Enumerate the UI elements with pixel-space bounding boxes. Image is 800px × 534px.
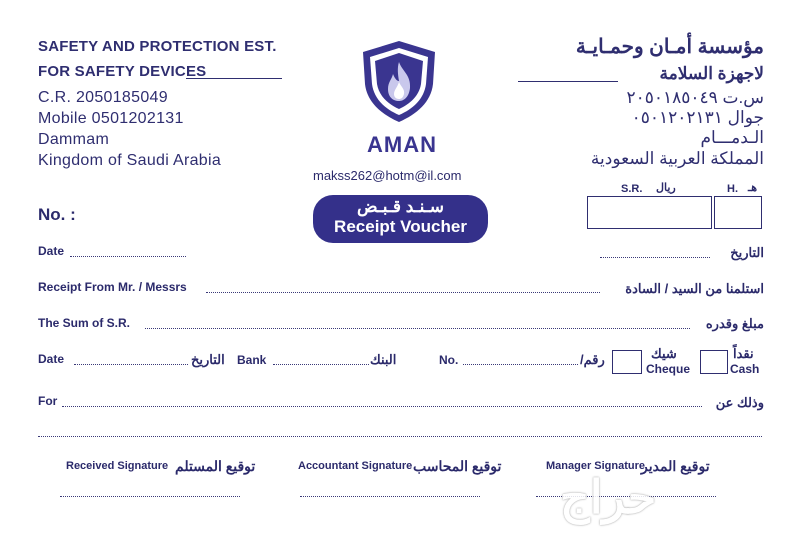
shield-flame-icon	[359, 38, 439, 124]
receipt-from-label-en: Receipt From Mr. / Messrs	[38, 280, 187, 294]
for-label-en: For	[38, 394, 58, 408]
sr-label: S.R.	[621, 183, 643, 195]
voucher-no-label: No. :	[38, 205, 76, 224]
received-signature-en: Received Signature	[66, 460, 169, 472]
for-line-2[interactable]	[38, 436, 762, 437]
city-ar: الـدمـــام	[700, 128, 764, 147]
voucher-title-en: Receipt Voucher	[334, 217, 467, 236]
received-signature-ar: توقيع المستلم	[175, 458, 256, 474]
voucher-title-badge	[313, 195, 488, 243]
manager-signature-ar: توقيع المدير	[641, 458, 710, 474]
company-subtitle-ar: لاجهزة السلامة	[659, 64, 764, 83]
cheque-label-ar: شيك	[651, 346, 677, 361]
bank-line[interactable]	[273, 364, 369, 365]
sum-line[interactable]	[145, 328, 690, 329]
bank-label-en: Bank	[237, 353, 267, 367]
halala-amount-box[interactable]	[714, 196, 762, 229]
accountant-signature-en: Accountant Signature	[298, 460, 413, 472]
date2-line[interactable]	[74, 364, 188, 365]
cheque-label-en: Cheque	[646, 362, 691, 376]
receipt-from-label-ar: استلمنا من السيد / السادة	[625, 281, 764, 296]
country-ar: المملكة العربية السعودية	[590, 149, 764, 168]
received-signature-line[interactable]	[60, 496, 240, 497]
date2-label-ar: التاريخ	[191, 352, 225, 367]
date-line-ar[interactable]	[600, 257, 710, 258]
cash-label-ar: نقداً	[733, 346, 754, 361]
date-label-en: Date	[38, 244, 65, 258]
voucher-title-ar: سـنـد قـبـض	[356, 197, 445, 216]
date-line-en[interactable]	[70, 256, 186, 257]
company-name-ar: مؤسسة أمـان وحمـايـة	[575, 36, 764, 58]
subtitle-underline-ar	[518, 81, 618, 82]
riyal-amount-box[interactable]	[587, 196, 712, 229]
accountant-signature-line[interactable]	[300, 496, 480, 497]
brand-name: AMAN	[367, 132, 437, 157]
mobile-en: Mobile 0501202131	[38, 110, 184, 127]
cr-en: C.R. 2050185049	[38, 89, 168, 106]
country-en: Kingdom of Saudi Arabia	[38, 152, 222, 169]
no-line[interactable]	[463, 364, 578, 365]
date-label-ar: التاريخ	[730, 245, 764, 260]
receipt-from-line[interactable]	[206, 292, 600, 293]
cr-ar: س.ت ٢٠٥٠١٨٥٠٤٩	[626, 88, 764, 107]
date2-label-en: Date	[38, 352, 65, 366]
cheque-checkbox[interactable]	[612, 350, 642, 374]
email: makss262@hotm@il.com	[313, 168, 462, 183]
riyal-label: ريال	[656, 182, 676, 194]
cash-checkbox[interactable]	[700, 350, 728, 374]
bank-label-ar: البنك	[370, 352, 397, 367]
h-label: H.	[727, 183, 738, 195]
subtitle-underline-en	[186, 78, 282, 79]
city-en: Dammam	[38, 131, 110, 148]
sum-label-ar: مبلغ وقدره	[705, 316, 764, 331]
accountant-signature-ar: توقيع المحاسب	[413, 458, 502, 474]
for-line[interactable]	[62, 406, 702, 407]
company-subtitle-en: FOR SAFETY DEVICES	[38, 63, 207, 80]
halala-label: هـ	[748, 182, 758, 194]
no-label-en: No.	[439, 353, 459, 367]
manager-signature-en: Manager Signature	[546, 460, 646, 472]
mobile-ar: جوال ٠٥٠١٢٠٢١٣١	[631, 108, 764, 127]
cash-label-en: Cash	[730, 362, 760, 376]
for-label-ar: وذلك عن	[715, 395, 764, 410]
no-label-ar: رقم/	[580, 352, 605, 367]
sum-label-en: The Sum of S.R.	[38, 316, 131, 330]
company-name-en: SAFETY AND PROTECTION EST.	[38, 38, 277, 55]
watermark-logo: حراج	[560, 471, 657, 523]
